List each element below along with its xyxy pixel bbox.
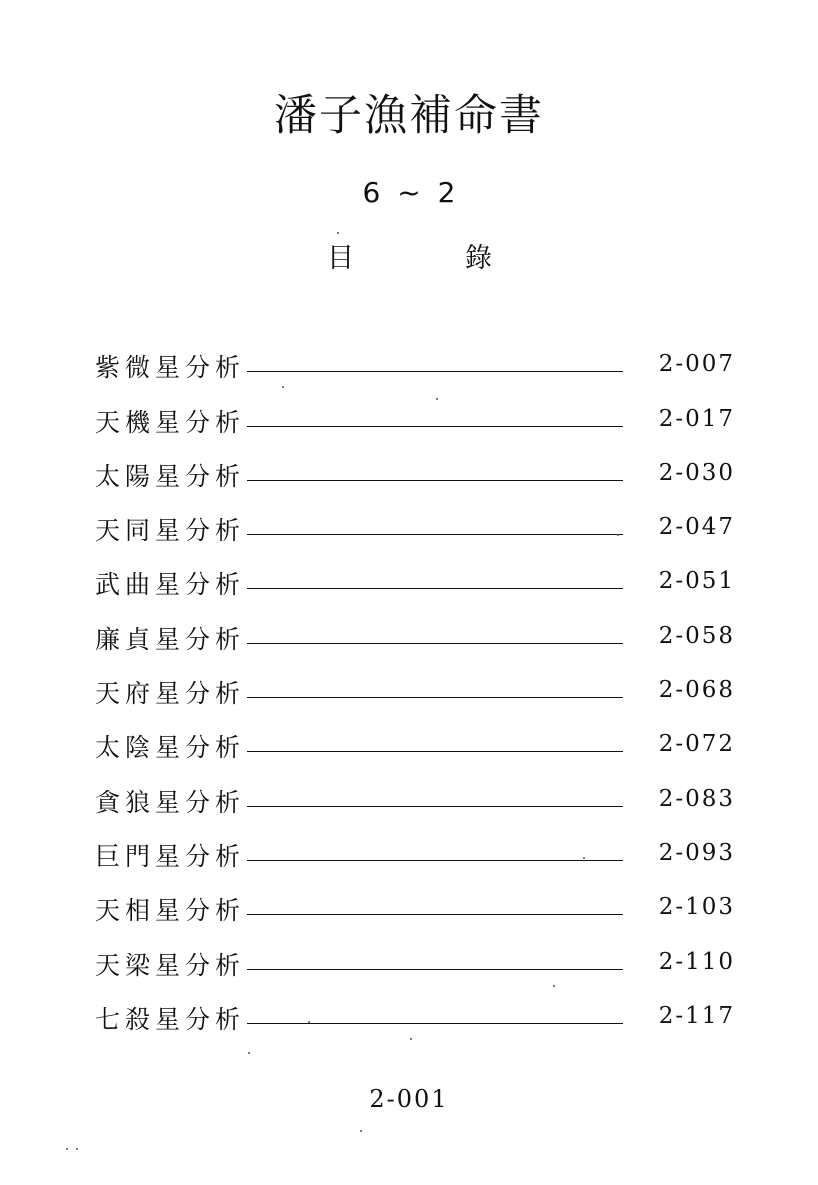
toc-entry-page: 2-072 (658, 731, 735, 758)
toc-entry-label: 紫微星分析 (95, 353, 246, 383)
toc-leader-line (247, 1023, 623, 1024)
toc-entry (95, 817, 735, 871)
toc-entry (95, 980, 735, 1034)
toc-entry-label: 太陽星分析 (95, 461, 246, 491)
toc-entry-page: 2-058 (658, 622, 735, 649)
scan-speck (436, 398, 438, 400)
toc-entry-label: 武曲星分析 (95, 570, 246, 600)
toc-entry-label: 天機星分析 (95, 407, 246, 437)
page-number: 2-001 (369, 1085, 449, 1113)
toc-leader-line (247, 969, 623, 970)
scan-speck (583, 857, 585, 859)
scan-speck (360, 1130, 362, 1132)
toc-entry-label: 天同星分析 (95, 516, 246, 546)
toc-entry (95, 654, 735, 708)
toc-entry-page: 2-117 (658, 1002, 735, 1029)
scan-speck (410, 1038, 412, 1040)
toc-entry (95, 437, 735, 491)
toc-leader-line (247, 914, 623, 915)
toc-leader-line (247, 806, 623, 807)
toc-entry (95, 491, 735, 545)
scan-speck (337, 232, 339, 234)
toc-entry (95, 762, 735, 816)
toc-entry-label: 廉貞星分析 (95, 624, 246, 654)
toc-entry-label: 貪狼星分析 (95, 787, 246, 817)
toc-leader-line (247, 643, 623, 644)
toc-leader-line (247, 426, 623, 427)
toc-entry-label: 太陰星分析 (95, 733, 246, 763)
toc-leader-line (247, 751, 623, 752)
toc-entry-page: 2-093 (658, 839, 735, 866)
toc-entry-page: 2-110 (658, 948, 735, 975)
toc-heading-char-2: 錄 (465, 243, 492, 274)
scan-speck (617, 534, 619, 536)
toc-entry-label: 天府星分析 (95, 679, 246, 709)
toc-entry-page: 2-030 (658, 459, 735, 486)
toc-entry (95, 382, 735, 436)
toc-entry-label: 巨門星分析 (95, 841, 246, 871)
toc-heading-char-1: 目 (327, 243, 354, 274)
toc-entry-page: 2-051 (658, 568, 735, 595)
toc-entry-page: 2-017 (658, 405, 735, 432)
toc-entry (95, 708, 735, 762)
toc-entry-page: 2-068 (658, 677, 735, 704)
toc-entry-label: 天梁星分析 (95, 950, 246, 980)
toc-entry (95, 599, 735, 653)
toc-entry-page: 2-007 (658, 351, 735, 378)
toc-leader-line (247, 697, 623, 698)
toc-entry (95, 328, 735, 382)
scan-speck (553, 985, 555, 987)
scan-speck (282, 386, 284, 388)
scan-speck (76, 1148, 78, 1150)
toc-leader-line (247, 588, 623, 589)
toc-leader-line (247, 371, 623, 372)
scan-speck (308, 1021, 310, 1023)
toc-leader-line (247, 480, 623, 481)
toc-entry (95, 925, 735, 979)
toc-entry-page: 2-083 (658, 785, 735, 812)
toc-entry-label: 天相星分析 (95, 896, 246, 926)
scan-speck (248, 1052, 250, 1054)
toc-entry (95, 871, 735, 925)
volume-label: 6 ~ 2 (362, 176, 456, 209)
scan-speck (66, 1148, 68, 1150)
toc-entry (95, 545, 735, 599)
toc-leader-line (247, 534, 623, 535)
toc-leader-line (247, 860, 623, 861)
toc-entry-label: 七殺星分析 (95, 1004, 246, 1034)
toc-heading (327, 236, 492, 275)
book-title: 潘子漁補命書 (274, 91, 544, 141)
table-of-contents (95, 328, 735, 1034)
toc-entry-page: 2-103 (658, 894, 735, 921)
toc-entry-page: 2-047 (658, 514, 735, 541)
